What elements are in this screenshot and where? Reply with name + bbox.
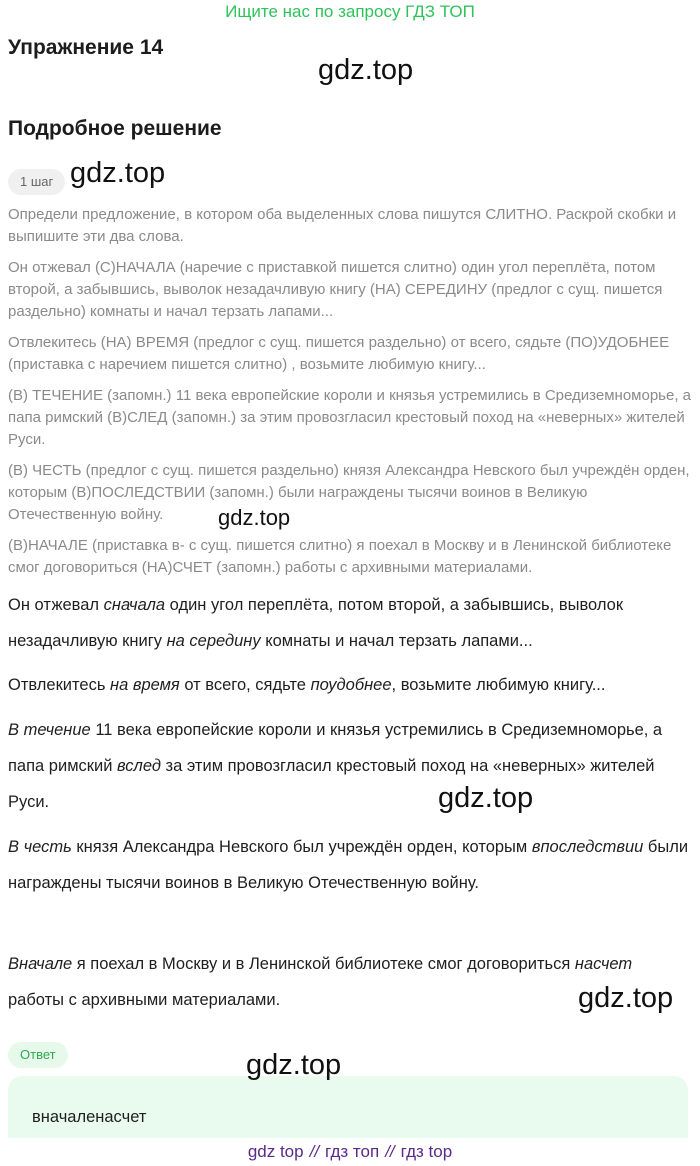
highlighted-word: на время	[110, 676, 180, 694]
highlighted-word: поудобнее	[310, 676, 392, 694]
answer-sentence	[8, 587, 692, 659]
separator: //	[309, 1142, 320, 1161]
analysis-paragraph: Отвлекитесь (НА) ВРЕМЯ (предлог с сущ. пишется раздельно) от всего, сядьте (ПО)УДОБНЕЕ (приставка с наречием пишется слитно) , возьмите любимую книгу...	[8, 334, 670, 373]
footer-link[interactable]: gdz top	[247, 1142, 304, 1161]
text-run: , возьмите любимую книгу...	[391, 676, 606, 694]
highlighted-word: впоследствии	[531, 838, 644, 856]
text-run: князя Александра Невского был учреждён орден, которым	[71, 838, 532, 856]
watermark: gdz.top	[578, 982, 674, 1014]
exercise-title: Упражнение 14	[8, 36, 164, 59]
step-badge: 1 шаг	[8, 169, 65, 195]
text-run: за этим провозгласил крестовый поход на «неверных» жителей Руси.	[8, 757, 655, 811]
highlighted-word: Вначале	[8, 955, 73, 973]
top-banner: Ищите нас по запросу ГДЗ ТОП	[225, 2, 475, 21]
answer-value: вначаленасчет	[32, 1108, 147, 1126]
watermark: gdz.top	[218, 505, 291, 530]
footer-link[interactable]: гдз топ	[325, 1142, 380, 1161]
analysis-paragraph: (В)НАЧАЛЕ (приставка в- с сущ. пишется слитно) я поехал в Москву и в Ленинской библиотеке смог договориться (НА)СЧЕТ (запомн.) работы с архивными материалами.	[8, 537, 672, 576]
highlighted-word: В честь	[8, 838, 72, 856]
text-run: комнаты и начал терзать лапами...	[260, 632, 533, 650]
watermark: gdz.top	[318, 54, 414, 86]
highlighted-word: насчет	[574, 955, 633, 973]
highlighted-word: В течение	[8, 721, 91, 739]
highlighted-word: на середину	[166, 632, 261, 650]
text-run: Он отжевал	[8, 596, 104, 614]
task-instruction: Определи предложение, в котором оба выделенных слова пишутся СЛИТНО. Раскрой скобки и выпишите эти два слова.	[8, 206, 677, 245]
text-run: были награждены тысячи воинов в Великую Отечественную войну.	[8, 838, 689, 892]
solution-heading: Подробное решение	[8, 117, 222, 140]
watermark: gdz.top	[246, 1049, 342, 1081]
text-run: я поехал в Москву и в Ленинской библиотеке смог договориться	[72, 955, 575, 973]
footer-link[interactable]: гдз top	[400, 1142, 453, 1161]
text-run: один угол переплёта, потом второй, а забывшись, выволок незадачливую книгу	[8, 596, 624, 650]
watermark: gdz.top	[70, 157, 166, 189]
answer-sentence	[8, 667, 692, 703]
answer-box	[8, 1076, 688, 1138]
text-run: Отвлекитесь	[8, 676, 110, 694]
text-run: 11 века европейские короли и князья устремились в Средиземноморье, а папа римский	[8, 721, 663, 775]
watermark: gdz.top	[438, 782, 534, 814]
analysis-paragraph: Он отжевал (С)НАЧАЛА (наречие с приставкой пишется слитно) один угол переплёта, потом второй, а забывшись, выволок незадачливую книгу (НА) СЕРЕДИНУ (предлог с сущ. пишется раздельно) комнаты и начал терзать лапами...	[8, 259, 663, 320]
footer-links	[0, 1139, 700, 1166]
analysis-paragraph: (В) ЧЕСТЬ (предлог с сущ. пишется раздельно) князя Александра Невского был учреждён орден, которым (В)ПОСЛЕДСТВИИ (запомн.) были награждены тысячи воинов в Великую Отечественную войну.	[8, 462, 690, 523]
answer-sentence	[8, 829, 692, 901]
answer-sentence	[8, 712, 692, 820]
text-run: работы с архивными материалами.	[8, 991, 281, 1009]
highlighted-word: вслед	[117, 757, 161, 775]
answer-badge: Ответ	[8, 1042, 68, 1068]
analysis-paragraph: (В) ТЕЧЕНИЕ (запомн.) 11 века европейские короли и князья устремились в Средиземноморье, а папа римский (В)СЛЕД (запомн.) за этим провозгласил крестовый поход на «неверных» жителей Руси.	[8, 387, 691, 448]
separator: //	[385, 1142, 395, 1161]
text-run: от всего, сядьте	[179, 676, 311, 694]
highlighted-word: сначала	[103, 596, 166, 614]
